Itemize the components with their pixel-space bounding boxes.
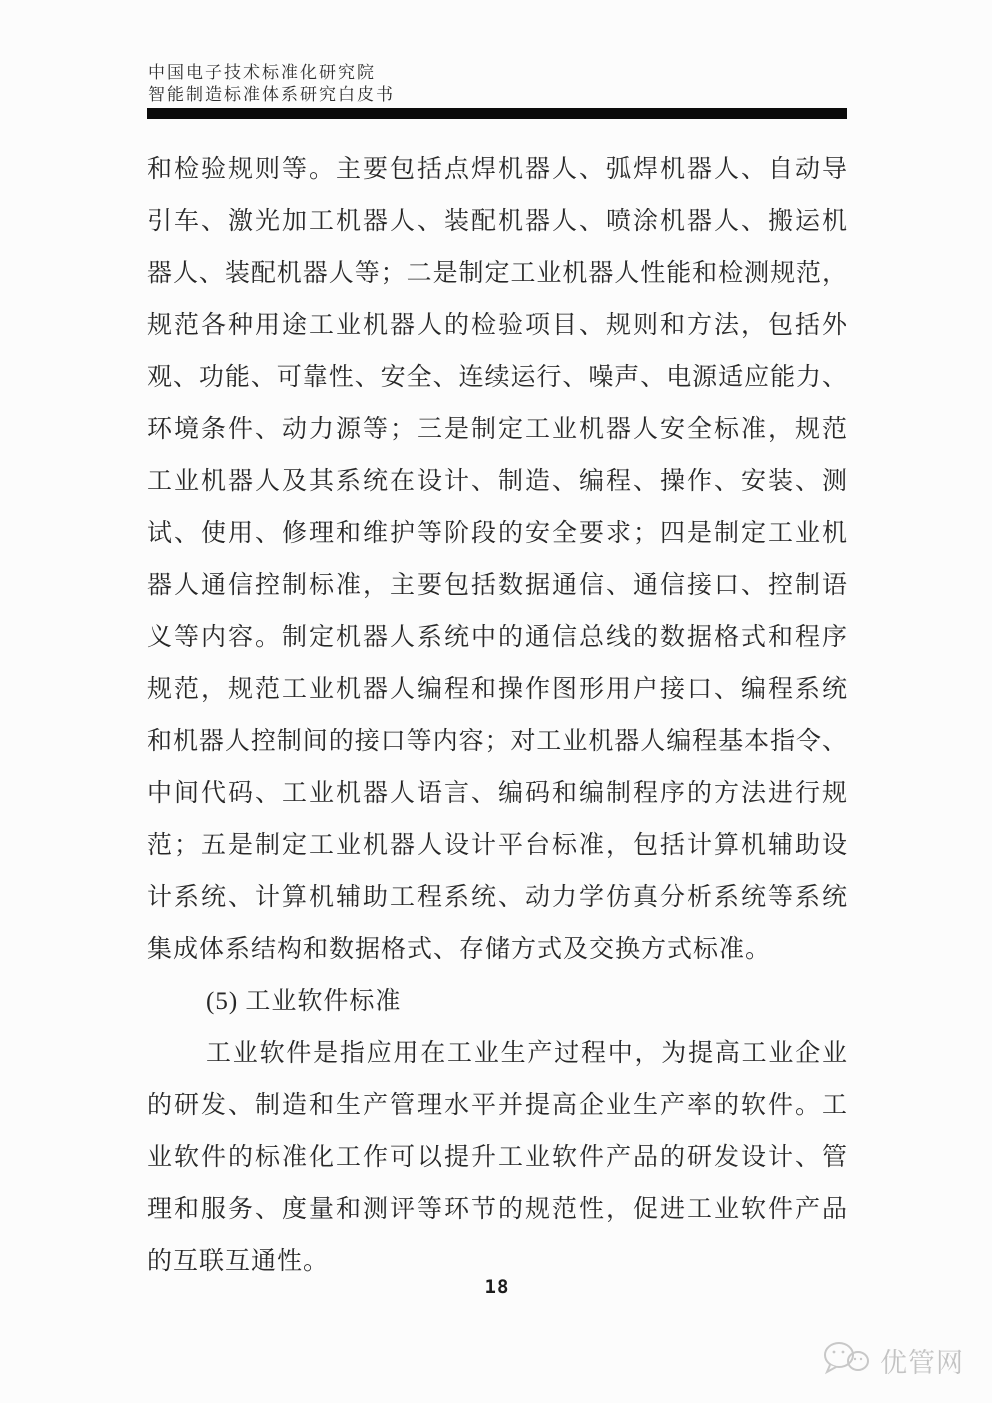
- text-line: 的互联互通性。: [147, 1248, 330, 1275]
- header-doc-title: 智能制造标准体系研究白皮书: [148, 85, 395, 104]
- header-divider-rule: [147, 108, 847, 119]
- text-line: (5) 工业软件标准: [206, 988, 402, 1015]
- text-line: 规范，规范工业机器人编程和操作图形用户接口、编程系统: [147, 676, 847, 703]
- text-line: 计系统、计算机辅助工程系统、动力学仿真分析系统等系统: [147, 884, 847, 911]
- text-line: 观、功能、可靠性、安全、连续运行、噪声、电源适应能力、: [147, 364, 847, 391]
- text-line: 和机器人控制间的接口等内容；对工业机器人编程基本指令、: [147, 728, 847, 755]
- text-line: 义等内容。制定机器人系统中的通信总线的数据格式和程序: [147, 624, 847, 651]
- text-line: 理和服务、度量和测评等环节的规范性，促进工业软件产品: [147, 1196, 847, 1223]
- page-header: [148, 62, 848, 106]
- header-org-title: 中国电子技术标准化研究院: [148, 63, 376, 82]
- text-line: 业软件的标准化工作可以提升工业软件产品的研发设计、管: [147, 1144, 847, 1171]
- page-number: 18: [484, 1276, 510, 1298]
- text-line: 引车、激光加工机器人、装配机器人、喷涂机器人、搬运机: [147, 208, 847, 235]
- chat-bubbles-icon: [820, 1338, 872, 1383]
- text-line: 工业机器人及其系统在设计、制造、编程、操作、安装、测: [147, 468, 847, 495]
- text-line: 范；五是制定工业机器人设计平台标准，包括计算机辅助设: [147, 832, 847, 859]
- text-line: 集成体系结构和数据格式、存储方式及交换方式标准。: [147, 936, 772, 963]
- text-line: 工业软件是指应用在工业生产过程中，为提高工业企业: [206, 1040, 847, 1067]
- text-line: 器人、装配机器人等；二是制定工业机器人性能和检测规范，: [147, 260, 847, 287]
- text-line: 试、使用、修理和维护等阶段的安全要求；四是制定工业机: [147, 520, 847, 547]
- text-line: 器人通信控制标准，主要包括数据通信、通信接口、控制语: [147, 572, 847, 599]
- text-line: 规范各种用途工业机器人的检验项目、规则和方法，包括外: [147, 312, 847, 339]
- text-line: 和检验规则等。主要包括点焊机器人、弧焊机器人、自动导: [147, 156, 847, 183]
- text-line: 环境条件、动力源等；三是制定工业机器人安全标准，规范: [147, 416, 847, 443]
- body-text: [147, 144, 847, 1288]
- watermark: [820, 1338, 964, 1383]
- text-line: 中间代码、工业机器人语言、编码和编制程序的方法进行规: [147, 780, 847, 807]
- watermark-text: 优管网: [880, 1348, 964, 1378]
- text-line: 的研发、制造和生产管理水平并提高企业生产率的软件。工: [147, 1092, 847, 1119]
